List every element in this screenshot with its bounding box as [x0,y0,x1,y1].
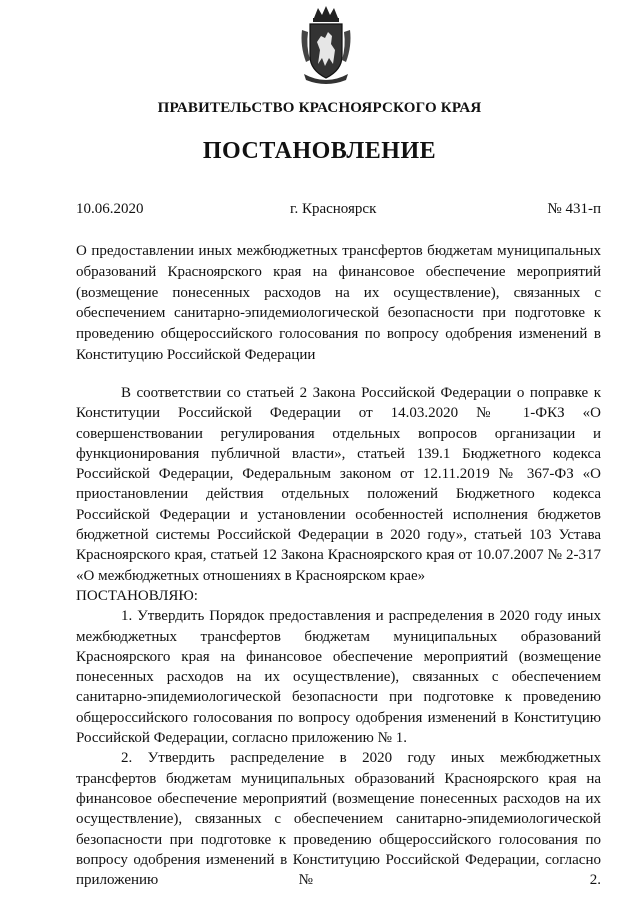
document-number: № 431-п [547,201,601,217]
item-1-paragraph: 1. Утвердить Порядок предоставления и распределения в 2020 году иных межбюджетных трансфертов бюджетам муниципальных образований Красноярского края на финансовое обеспечение мероприятий (возмещение понесенных расходов на их осуществление), связанных с обеспечением санитарно-эпидемиологической безопасности при подготовке к проведению общероссийского голосования по вопросу одобрения изменений в Конституцию Российской Федерации, согласно приложению № 1. [76,608,601,747]
document-type: ПОСТАНОВЛЕНИЕ [202,138,437,164]
krasnoyarsk-coat-of-arms-icon [298,6,354,84]
decree-word: ПОСТАНОВЛЯЮ: [76,587,198,604]
preamble-paragraph: В соответствии со статьей 2 Закона Российской Федерации о поправке к Конституции Российской Федерации от 14.03.2020 № 1-ФКЗ «О совершенствовании регулирования отдельных вопросов организации и функционирования публичной власти», статьей 139.1 Бюджетного кодекса Российской Федерации, Федеральным законом от 12.11.2019 № 367-ФЗ «О приостановлении действия отдельных положений Бюджетного кодекса Российской Федерации и установлении особенностей исполнения бюджетов бюджетной системы Российской Федерации в 2020 году», статьей 103 Устава Красноярского края, статьей 12 Закона Красноярского края от 10.07.2007 № 2-317 «О межбюджетных отношениях в Красноярском крае» [76,385,601,584]
item-2-paragraph: 2. Утвердить распределение в 2020 году иных межбюджетных трансфертов бюджетам муниципальных образований Красноярского края на финансовое обеспечение мероприятий (возмещение понесенных расходов на их осуществление), связанных с обеспечением санитарно-эпидемиологической безопасности при подготовке к проведению общероссийского голосования по вопросу одобрения изменений в Конституцию Российской Федерации, согласно приложению № 2. [76,750,601,889]
document-city: г. Красноярск [290,201,377,217]
document-date: 10.06.2020 [76,201,144,217]
government-name: ПРАВИТЕЛЬСТВО КРАСНОЯРСКОГО КРАЯ [157,100,482,116]
subject-text: О предоставлении иных межбюджетных трансфертов бюджетам муниципальных образований Красноярского края на финансовое обеспечение мероприятий (возмещение понесенных расходов на их осуществление), связанных с обеспечением санитарно-эпидемиологической безопасности при подготовке к проведению общероссийского голосования по вопросу одобрения изменений в Конституцию Российской Федерации [76,243,601,363]
document-subject [76,241,601,366]
document-body [76,383,601,890]
